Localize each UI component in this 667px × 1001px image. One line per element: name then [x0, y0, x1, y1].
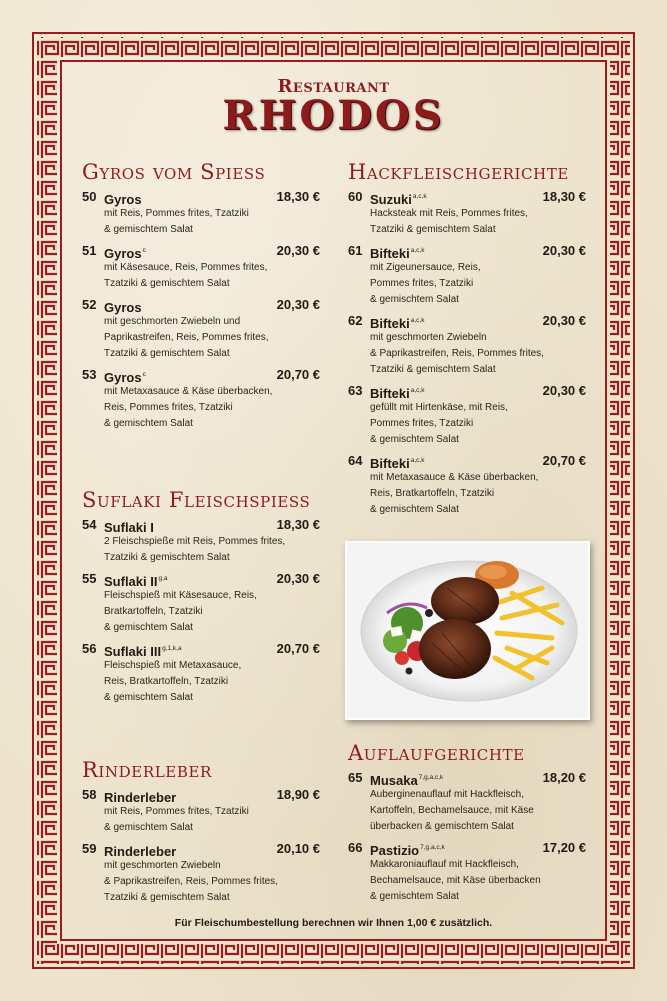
item-description: [104, 260, 320, 292]
description-line: Bechamelsauce, mit Käse überbacken: [370, 875, 541, 886]
description-line: & gemischtem Salat: [104, 622, 193, 633]
item-number: 61: [348, 243, 363, 258]
description-line: & gemischtem Salat: [370, 294, 459, 305]
description-line: Fleischspieß mit Metaxasauce,: [104, 660, 242, 671]
item-price: 20,30 €: [276, 243, 320, 258]
item-name-wrap: [104, 366, 146, 387]
item-name: Bifteki: [370, 246, 410, 261]
menu-item: [82, 840, 320, 906]
item-number: 52: [82, 297, 97, 312]
brand-name-logo: RHODOS: [222, 92, 445, 139]
menu-item: [82, 188, 320, 238]
item-description: [370, 330, 586, 378]
item-name-wrap: [104, 840, 177, 861]
item-name-wrap: [104, 570, 168, 591]
menu-item: [348, 382, 586, 448]
item-description: [104, 314, 320, 362]
allergen-codes: a,c,k: [410, 387, 425, 394]
description-line: Tzatziki & gemischtem Salat: [370, 364, 496, 375]
section-hackfleischgerichte: [348, 159, 586, 518]
allergen-codes: 7,g,a,c,k: [420, 844, 445, 851]
description-line: Reis, Pommes frites, Tzatziki: [104, 402, 233, 413]
allergen-codes: c: [142, 247, 146, 254]
item-name-wrap: [104, 516, 155, 537]
description-line: & gemischtem Salat: [370, 504, 459, 515]
description-line: Hacksteak mit Reis, Pommes frites,: [370, 208, 528, 219]
item-name: Gyros: [104, 300, 142, 315]
allergen-codes: a,c,k: [412, 193, 427, 200]
section-gyros: [82, 159, 320, 432]
item-description: [104, 384, 320, 432]
item-description: [104, 658, 320, 706]
item-number: 54: [82, 517, 97, 532]
item-price: 18,30 €: [276, 517, 320, 532]
item-description: [104, 858, 320, 906]
description-line: Bratkartoffeln, Tzatziki: [104, 606, 203, 617]
description-line: Tzatziki & gemischtem Salat: [104, 552, 230, 563]
item-name-wrap: [104, 640, 182, 661]
description-line: Tzatziki & gemischtem Salat: [104, 892, 230, 903]
item-description: [104, 534, 320, 566]
menu-item: [348, 188, 586, 238]
item-price: 20,30 €: [542, 383, 586, 398]
item-number: 66: [348, 840, 363, 855]
description-line: Tzatziki & gemischtem Salat: [104, 278, 230, 289]
section-title: Auflaufgerichte: [348, 741, 525, 765]
item-description: [370, 400, 586, 448]
description-line: Tzatziki & gemischtem Salat: [104, 348, 230, 359]
menu-item: [82, 296, 320, 362]
item-description: [370, 470, 586, 518]
item-number: 65: [348, 770, 363, 785]
item-price: 20,30 €: [542, 313, 586, 328]
item-number: 50: [82, 189, 97, 204]
item-name-wrap: [370, 382, 424, 403]
item-name-wrap: [370, 312, 424, 333]
description-line: Reis, Bratkartoffeln, Tzatziki: [104, 676, 229, 687]
menu-item: [82, 570, 320, 636]
item-price: 20,30 €: [276, 571, 320, 586]
item-number: 60: [348, 189, 363, 204]
description-line: & gemischtem Salat: [104, 418, 193, 429]
item-name: Gyros: [104, 370, 142, 385]
item-name-wrap: [104, 296, 143, 317]
brand-label-restaurant: Restaurant: [277, 76, 390, 97]
description-line: mit Reis, Pommes frites, Tzatziki: [104, 208, 249, 219]
item-name: Suflaki II: [104, 574, 158, 589]
menu-item: [348, 839, 586, 905]
description-line: Paprikastreifen, Reis, Pommes frites,: [104, 332, 269, 343]
item-price: 20,30 €: [276, 297, 320, 312]
item-description: [370, 787, 586, 835]
item-name: Pastizio: [370, 843, 420, 858]
item-name: Gyros: [104, 246, 142, 261]
section-title: Hackfleischgerichte: [348, 160, 569, 184]
allergen-codes: a,c,k: [410, 247, 425, 254]
item-price: 17,20 €: [542, 840, 586, 855]
description-line: & gemischtem Salat: [370, 434, 459, 445]
description-line: mit Metaxasauce & Käse überbacken,: [370, 472, 539, 483]
dish-photo: [345, 541, 590, 720]
description-line: & gemischtem Salat: [104, 224, 193, 235]
item-number: 62: [348, 313, 363, 328]
item-number: 56: [82, 641, 97, 656]
description-line: gefüllt mit Hirtenkäse, mit Reis,: [370, 402, 508, 413]
menu-item: [82, 516, 320, 566]
description-line: Reis, Bratkartoffeln, Tzatziki: [370, 488, 495, 499]
item-name-wrap: [370, 242, 424, 263]
item-name: Suzuki: [370, 192, 412, 207]
item-name: Gyros: [104, 192, 142, 207]
section-auflaufgerichte: [348, 740, 586, 905]
description-line: mit geschmorten Zwiebeln: [104, 860, 221, 871]
description-line: & gemischtem Salat: [104, 692, 193, 703]
allergen-codes: g,1,k,a: [162, 645, 182, 652]
item-number: 51: [82, 243, 97, 258]
item-name-wrap: [104, 188, 143, 209]
menu-item: [348, 242, 586, 308]
menu-item: [348, 769, 586, 835]
menu-item: [82, 640, 320, 706]
description-line: & gemischtem Salat: [370, 891, 459, 902]
description-line: mit Metaxasauce & Käse überbacken,: [104, 386, 273, 397]
allergen-codes: g,a: [158, 575, 168, 582]
item-name-wrap: [370, 839, 445, 860]
item-name: Rinderleber: [104, 790, 177, 805]
allergen-codes: 7,g,a,c,k: [418, 774, 444, 781]
menu-item: [82, 786, 320, 836]
description-line: Kartoffeln, Bechamelsauce, mit Käse: [370, 805, 534, 816]
item-price: 20,30 €: [542, 243, 586, 258]
description-line: Pommes frites, Tzatziki: [370, 418, 474, 429]
item-number: 55: [82, 571, 97, 586]
description-line: mit Zigeunersauce, Reis,: [370, 262, 481, 273]
item-number: 58: [82, 787, 97, 802]
allergen-codes: a,c,k: [410, 317, 425, 324]
item-name: Musaka: [370, 773, 418, 788]
section-title: Rinderleber: [82, 758, 212, 782]
description-line: mit Käsesauce, Reis, Pommes frites,: [104, 262, 268, 273]
item-price: 20,70 €: [276, 641, 320, 656]
item-price: 20,70 €: [542, 453, 586, 468]
item-description: [370, 857, 586, 905]
description-line: überbacken & gemischtem Salat: [370, 821, 514, 832]
section-title: Gyros vom Spiess: [82, 160, 266, 184]
item-number: 64: [348, 453, 363, 468]
description-line: Makkaroniauflauf mit Hackfleisch,: [370, 859, 519, 870]
menu-item: [348, 452, 586, 518]
item-description: [104, 804, 320, 836]
item-number: 63: [348, 383, 363, 398]
allergen-codes: a,c,k: [410, 457, 425, 464]
item-name: Bifteki: [370, 386, 410, 401]
item-description: [104, 588, 320, 636]
item-name-wrap: [104, 786, 177, 807]
description-line: Tzatziki & gemischtem Salat: [370, 224, 496, 235]
item-description: [104, 206, 320, 238]
item-price: 18,90 €: [276, 787, 320, 802]
item-price: 18,30 €: [276, 189, 320, 204]
item-description: [370, 260, 586, 308]
menu-item: [348, 312, 586, 378]
item-price: 20,70 €: [276, 367, 320, 382]
description-line: Pommes frites, Tzatziki: [370, 278, 474, 289]
description-line: 2 Fleischspieße mit Reis, Pommes frites,: [104, 536, 286, 547]
item-price: 18,30 €: [542, 189, 586, 204]
item-name-wrap: [104, 242, 146, 263]
item-name: Rinderleber: [104, 844, 177, 859]
item-description: [370, 206, 586, 238]
description-line: Auberginenauflauf mit Hackfleisch,: [370, 789, 524, 800]
item-name: Suflaki III: [104, 644, 162, 659]
section-rinderleber: [82, 757, 320, 906]
menu-item: [82, 242, 320, 292]
item-price: 20,10 €: [276, 841, 320, 856]
footer-note: Für Fleischumbestellung berechnen wir Ihnen 1,00 € zusätzlich.: [174, 917, 493, 929]
description-line: & Paprikastreifen, Reis, Pommes frites,: [370, 348, 544, 359]
description-line: & Paprikastreifen, Reis, Pommes frites,: [104, 876, 278, 887]
allergen-codes: c: [142, 371, 146, 378]
item-name-wrap: [370, 452, 424, 473]
description-line: Fleischspieß mit Käsesauce, Reis,: [104, 590, 257, 601]
item-name: Suflaki I: [104, 520, 154, 535]
item-number: 59: [82, 841, 97, 856]
description-line: mit Reis, Pommes frites, Tzatziki: [104, 806, 249, 817]
section-suflaki: [82, 487, 320, 706]
section-title: Suflaki Fleischspiess: [82, 488, 311, 512]
item-name-wrap: [370, 769, 443, 790]
item-name: Bifteki: [370, 316, 410, 331]
menu-item: [82, 366, 320, 432]
description-line: mit geschmorten Zwiebeln: [370, 332, 487, 343]
item-name: Bifteki: [370, 456, 410, 471]
item-number: 53: [82, 367, 97, 382]
item-name-wrap: [370, 188, 427, 209]
item-price: 18,20 €: [542, 770, 586, 785]
description-line: mit geschmorten Zwiebeln und: [104, 316, 241, 327]
description-line: & gemischtem Salat: [104, 822, 193, 833]
